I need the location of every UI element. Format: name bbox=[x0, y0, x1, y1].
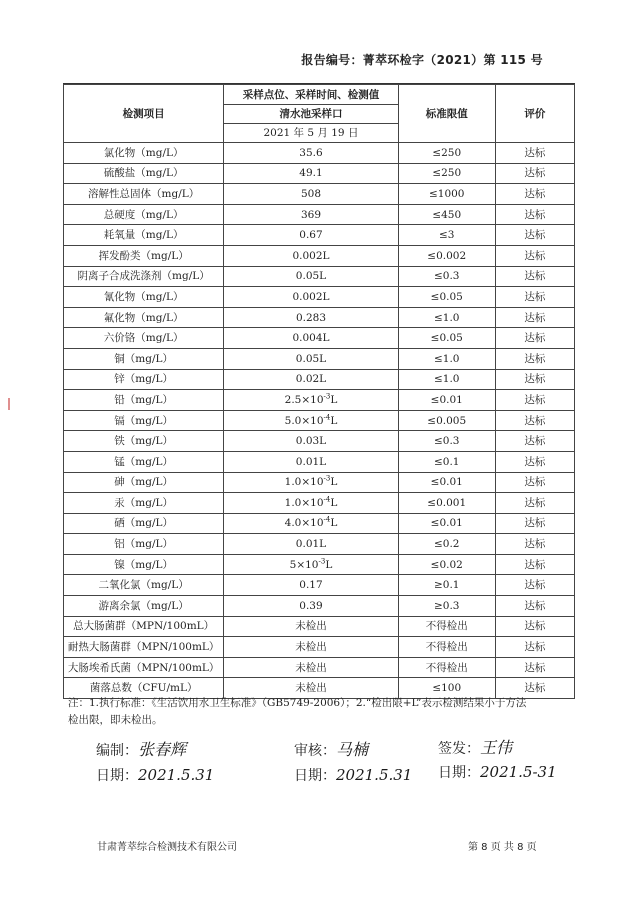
value-base: 4.0×10 bbox=[284, 517, 324, 530]
value-suffix: L bbox=[330, 496, 338, 509]
row-eval: 达标 bbox=[495, 204, 574, 225]
row-eval: 达标 bbox=[495, 575, 574, 596]
table-row bbox=[64, 307, 575, 328]
table-row bbox=[64, 637, 575, 658]
header-sampling: 采样点位、采样时间、检测值 bbox=[224, 85, 398, 105]
footer-company: 甘肃菁萃综合检测技术有限公司 bbox=[97, 842, 237, 853]
table-row bbox=[64, 513, 575, 534]
value-base: 1.0×10 bbox=[284, 496, 324, 509]
row-value: 0.05L bbox=[224, 348, 398, 369]
row-item: 总硬度（mg/L） bbox=[64, 204, 224, 225]
row-item: 总大肠菌群（MPN/100mL） bbox=[64, 616, 224, 637]
table-row bbox=[64, 204, 575, 225]
row-limit: ≤0.2 bbox=[398, 534, 495, 555]
value-exponent: -3 bbox=[323, 392, 331, 401]
row-eval: 达标 bbox=[495, 596, 574, 617]
row-limit: ≤0.05 bbox=[398, 287, 495, 308]
row-item: 大肠埃希氏菌（MPN/100mL） bbox=[64, 657, 224, 678]
edge-mark bbox=[8, 398, 10, 410]
row-value: 0.17 bbox=[224, 575, 398, 596]
footer-page: 第 8 页 共 8 页 bbox=[468, 842, 537, 853]
row-eval: 达标 bbox=[495, 657, 574, 678]
value-base: 1.0×10 bbox=[284, 476, 324, 489]
row-eval: 达标 bbox=[495, 369, 574, 390]
row-value bbox=[224, 554, 398, 575]
value-exponent: -3 bbox=[318, 557, 326, 566]
row-limit: ≤1.0 bbox=[398, 307, 495, 328]
table-row bbox=[64, 245, 575, 266]
results-table bbox=[63, 84, 575, 699]
table-row bbox=[64, 534, 575, 555]
row-eval: 达标 bbox=[495, 225, 574, 246]
reviewed-label: 审核： bbox=[294, 743, 336, 759]
header-sample-point: 清水池采样口 bbox=[224, 105, 398, 124]
row-limit: ≤0.001 bbox=[398, 493, 495, 514]
row-limit: ≤0.05 bbox=[398, 328, 495, 349]
row-limit: ≥0.3 bbox=[398, 596, 495, 617]
row-limit: ≤1000 bbox=[398, 184, 495, 205]
row-limit: ≤0.002 bbox=[398, 245, 495, 266]
row-eval: 达标 bbox=[495, 390, 574, 411]
row-limit: ≤1.0 bbox=[398, 369, 495, 390]
row-eval: 达标 bbox=[495, 554, 574, 575]
row-item: 锌（mg/L） bbox=[64, 369, 224, 390]
row-limit: ≤100 bbox=[398, 678, 495, 699]
value-exponent: -4 bbox=[323, 413, 331, 422]
issued-date bbox=[438, 762, 557, 782]
row-limit: ≤0.01 bbox=[398, 390, 495, 411]
row-item: 阴离子合成洗涤剂（mg/L） bbox=[64, 266, 224, 287]
date-value-2: 2021.5.31 bbox=[336, 766, 413, 784]
compiled-by bbox=[96, 737, 186, 760]
row-eval: 达标 bbox=[495, 328, 574, 349]
header-sample-date: 2021 年 5 月 19 日 bbox=[224, 124, 398, 143]
row-eval: 达标 bbox=[495, 348, 574, 369]
row-limit: ≤0.1 bbox=[398, 451, 495, 472]
row-limit: ≤250 bbox=[398, 143, 495, 164]
row-item: 菌落总数（CFU/mL） bbox=[64, 678, 224, 699]
row-value: 未检出 bbox=[224, 657, 398, 678]
header-item: 检测项目 bbox=[64, 85, 224, 143]
row-value: 未检出 bbox=[224, 616, 398, 637]
row-item: 铝（mg/L） bbox=[64, 534, 224, 555]
row-item: 氟化物（mg/L） bbox=[64, 307, 224, 328]
row-item: 溶解性总固体（mg/L） bbox=[64, 184, 224, 205]
issued-by bbox=[438, 735, 512, 758]
row-limit: ≤0.01 bbox=[398, 472, 495, 493]
table-row bbox=[64, 163, 575, 184]
table-row bbox=[64, 431, 575, 452]
row-limit: ≥0.1 bbox=[398, 575, 495, 596]
row-value: 未检出 bbox=[224, 637, 398, 658]
row-eval: 达标 bbox=[495, 534, 574, 555]
row-value: 49.1 bbox=[224, 163, 398, 184]
table-row bbox=[64, 143, 575, 164]
table-row bbox=[64, 575, 575, 596]
row-limit: 不得检出 bbox=[398, 657, 495, 678]
row-item: 六价铬（mg/L） bbox=[64, 328, 224, 349]
row-eval: 达标 bbox=[495, 410, 574, 431]
row-item: 硒（mg/L） bbox=[64, 513, 224, 534]
row-value: 0.67 bbox=[224, 225, 398, 246]
row-eval: 达标 bbox=[495, 307, 574, 328]
row-limit: ≤0.01 bbox=[398, 513, 495, 534]
table-row bbox=[64, 410, 575, 431]
compiled-signature: 张春辉 bbox=[138, 740, 187, 759]
report-number: 报告编号：菁萃环检字（2021）第 115 号 bbox=[301, 53, 543, 67]
row-item: 氰化物（mg/L） bbox=[64, 287, 224, 308]
table-row bbox=[64, 225, 575, 246]
row-value: 0.39 bbox=[224, 596, 398, 617]
table-row bbox=[64, 451, 575, 472]
table-row bbox=[64, 472, 575, 493]
value-exponent: -4 bbox=[323, 495, 331, 504]
value-base: 5×10 bbox=[289, 558, 319, 571]
value-base: 5.0×10 bbox=[284, 414, 324, 427]
row-value bbox=[224, 472, 398, 493]
date-value-1: 2021.5.31 bbox=[138, 766, 215, 784]
row-eval: 达标 bbox=[495, 266, 574, 287]
reviewed-signature: 马楠 bbox=[336, 740, 369, 759]
table-row bbox=[64, 616, 575, 637]
row-limit: ≤0.3 bbox=[398, 266, 495, 287]
row-value: 0.02L bbox=[224, 369, 398, 390]
value-exponent: -3 bbox=[323, 474, 331, 483]
note-line-1: 注：1.执行标准：《生活饮用水卫生标准》（GB5749-2006）；2.“检出限+L”表示检测结果小于方法 bbox=[68, 697, 527, 709]
row-item: 锰（mg/L） bbox=[64, 451, 224, 472]
row-limit: ≤3 bbox=[398, 225, 495, 246]
row-item: 二氧化氯（mg/L） bbox=[64, 575, 224, 596]
issued-signature: 王伟 bbox=[480, 738, 513, 757]
row-limit: ≤0.005 bbox=[398, 410, 495, 431]
value-base: 2.5×10 bbox=[284, 393, 324, 406]
issued-label: 签发： bbox=[438, 741, 480, 757]
date-label-2: 日期： bbox=[294, 768, 336, 784]
row-item: 耗氧量（mg/L） bbox=[64, 225, 224, 246]
table-row bbox=[64, 390, 575, 411]
row-value: 369 bbox=[224, 204, 398, 225]
row-eval: 达标 bbox=[495, 184, 574, 205]
row-eval: 达标 bbox=[495, 431, 574, 452]
row-limit: ≤450 bbox=[398, 204, 495, 225]
row-item: 砷（mg/L） bbox=[64, 472, 224, 493]
row-eval: 达标 bbox=[495, 616, 574, 637]
reviewed-by bbox=[294, 737, 368, 760]
row-item: 镉（mg/L） bbox=[64, 410, 224, 431]
row-limit: ≤0.3 bbox=[398, 431, 495, 452]
row-limit: 不得检出 bbox=[398, 616, 495, 637]
header-eval: 评价 bbox=[495, 85, 574, 143]
row-eval: 达标 bbox=[495, 678, 574, 699]
row-value: 0.002L bbox=[224, 287, 398, 308]
table-row bbox=[64, 554, 575, 575]
value-suffix: L bbox=[330, 517, 338, 530]
row-limit: 不得检出 bbox=[398, 637, 495, 658]
row-item: 耐热大肠菌群（MPN/100mL） bbox=[64, 637, 224, 658]
row-limit: ≤250 bbox=[398, 163, 495, 184]
value-suffix: L bbox=[330, 414, 338, 427]
row-item: 铁（mg/L） bbox=[64, 431, 224, 452]
table-row bbox=[64, 328, 575, 349]
row-eval: 达标 bbox=[495, 287, 574, 308]
table-row bbox=[64, 369, 575, 390]
table-row bbox=[64, 184, 575, 205]
row-value: 0.01L bbox=[224, 534, 398, 555]
value-suffix: L bbox=[330, 476, 338, 489]
row-value: 0.05L bbox=[224, 266, 398, 287]
value-suffix: L bbox=[325, 558, 333, 571]
table-body bbox=[64, 143, 575, 699]
value-suffix: L bbox=[330, 393, 338, 406]
row-value: 35.6 bbox=[224, 143, 398, 164]
row-item: 铜（mg/L） bbox=[64, 348, 224, 369]
row-value: 0.01L bbox=[224, 451, 398, 472]
date-label-3: 日期： bbox=[438, 765, 480, 781]
row-value: 0.03L bbox=[224, 431, 398, 452]
table-row bbox=[64, 657, 575, 678]
row-eval: 达标 bbox=[495, 513, 574, 534]
row-eval: 达标 bbox=[495, 245, 574, 266]
date-value-3: 2021.5-31 bbox=[480, 763, 557, 781]
row-item: 挥发酚类（mg/L） bbox=[64, 245, 224, 266]
compiled-label: 编制： bbox=[96, 743, 138, 759]
row-value bbox=[224, 493, 398, 514]
reviewed-date bbox=[294, 765, 412, 785]
row-item: 硫酸盐（mg/L） bbox=[64, 163, 224, 184]
row-eval: 达标 bbox=[495, 451, 574, 472]
value-exponent: -4 bbox=[323, 515, 331, 524]
header-limit: 标准限值 bbox=[398, 85, 495, 143]
row-eval: 达标 bbox=[495, 472, 574, 493]
table-row bbox=[64, 348, 575, 369]
row-eval: 达标 bbox=[495, 493, 574, 514]
table-row bbox=[64, 493, 575, 514]
date-label-1: 日期： bbox=[96, 768, 138, 784]
row-value: 508 bbox=[224, 184, 398, 205]
row-limit: ≤0.02 bbox=[398, 554, 495, 575]
row-item: 镍（mg/L） bbox=[64, 554, 224, 575]
row-value: 0.002L bbox=[224, 245, 398, 266]
row-value bbox=[224, 410, 398, 431]
notes bbox=[68, 695, 576, 729]
table-row bbox=[64, 596, 575, 617]
row-item: 氯化物（mg/L） bbox=[64, 143, 224, 164]
row-item: 汞（mg/L） bbox=[64, 493, 224, 514]
row-item: 游离余氯（mg/L） bbox=[64, 596, 224, 617]
row-value bbox=[224, 390, 398, 411]
table-row bbox=[64, 287, 575, 308]
row-value: 未检出 bbox=[224, 678, 398, 699]
row-limit: ≤1.0 bbox=[398, 348, 495, 369]
row-value: 0.004L bbox=[224, 328, 398, 349]
compiled-date bbox=[96, 765, 214, 785]
row-eval: 达标 bbox=[495, 143, 574, 164]
row-eval: 达标 bbox=[495, 163, 574, 184]
row-item: 铅（mg/L） bbox=[64, 390, 224, 411]
row-value: 0.283 bbox=[224, 307, 398, 328]
note-line-2: 检出限，即未检出。 bbox=[68, 714, 163, 726]
row-eval: 达标 bbox=[495, 637, 574, 658]
table-row bbox=[64, 266, 575, 287]
row-value bbox=[224, 513, 398, 534]
